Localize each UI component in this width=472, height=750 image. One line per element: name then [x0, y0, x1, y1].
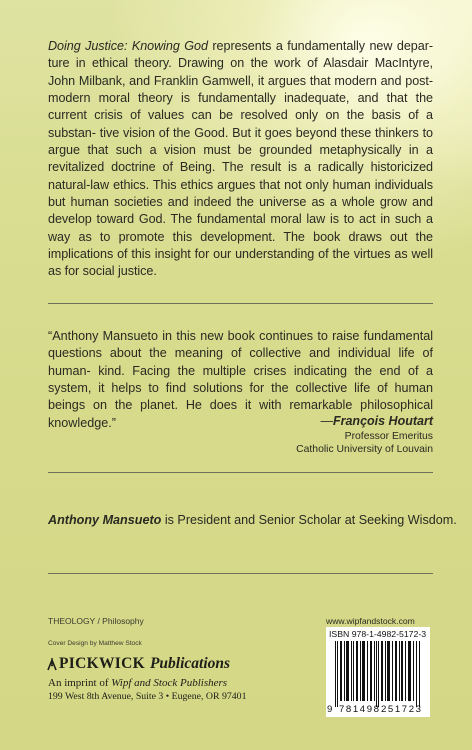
imprint-name: Wipf and Stock Publishers — [111, 677, 228, 689]
quote-line: “Anthony Mansueto in this new book continues to raise fundamental — [48, 329, 433, 343]
description-line: John Milbank, and Franklin Gamwell, it argues that modern and post- — [48, 73, 433, 88]
publisher-series: Publications — [149, 655, 231, 672]
endorser-name-text: François Houtart — [332, 414, 433, 428]
description-line: this development. The book draws out the implications of this insight — [48, 229, 434, 262]
quote-line: questions about the meaning of collective and individual life of human- — [48, 346, 433, 378]
pickwick-pen-icon — [46, 657, 58, 671]
isbn-number: ISBN 978-1-4982-5172-3 — [329, 629, 427, 639]
imprint-prefix: An imprint of — [48, 677, 112, 689]
description-line: doctrine of Being. The result is a radically historicized natural-law — [48, 160, 433, 192]
quote-line: kind. Facing the multiple crises indicating the end of a system, it helps — [48, 363, 434, 396]
endorser-affiliation: Catholic University of Louvain — [296, 444, 433, 455]
book-description — [48, 38, 433, 281]
category-label: THEOLOGY / Philosophy — [48, 616, 144, 626]
divider-middle — [48, 472, 433, 473]
publisher-name: PICKWICK — [59, 655, 145, 672]
publisher-website: www.wipfandstock.com — [326, 616, 415, 626]
endorser-role: Professor Emeritus — [344, 431, 433, 442]
description-line: for our understanding of the virtues as well as for social justice. — [48, 247, 433, 279]
description-line: God. The fundamental moral law is to act in such a way as to promote — [48, 212, 434, 244]
endorser-name — [320, 414, 433, 428]
divider-bottom — [48, 573, 433, 574]
description-line: modern moral theory is fundamentally inadequate, and that the — [48, 91, 433, 106]
book-title: Doing Justice: Knowing God — [48, 39, 208, 53]
author-bio-text: is President and Senior Scholar at Seeking Wisdom. — [161, 513, 457, 527]
description-line: societies and indeed the universe as a whole grow and develop toward — [48, 195, 433, 227]
barcode-first-digit: 9 — [327, 704, 333, 715]
description-line: ethics. This ethics argues that not only human individuals but human — [48, 177, 433, 210]
description-line: current crisis of values can be resolved only on the basis of a substan- — [48, 108, 433, 140]
publisher-logo — [46, 655, 230, 673]
cover-design-credit: Cover Design by Matthew Stock — [48, 640, 142, 647]
author-name: Anthony Mansueto — [48, 513, 162, 527]
barcode-icon — [334, 641, 422, 707]
imprint-line — [48, 677, 227, 689]
description-line: that such a vision must be grounded metaphysically in a revitalized — [48, 143, 434, 175]
divider-top — [48, 303, 433, 304]
barcode-panel — [326, 627, 430, 717]
quote-line: to find solutions for the collective life of human beings on the planet. He — [48, 381, 433, 413]
publisher-address: 199 West 8th Avenue, Suite 3 • Eugene, OR 97401 — [48, 691, 247, 702]
description-line: represents a fundamentally new depar- — [207, 39, 433, 53]
description-line: tive vision of the Good. But it goes beyond these thinkers to argue — [48, 125, 433, 158]
quote-line: does it with remarkable philosophical knowledge.” — [48, 398, 433, 430]
em-dash: — — [320, 414, 333, 428]
description-line: ture in ethical theory. Drawing on the work of Alasdair MacIntyre, — [48, 56, 433, 71]
barcode-digits-right: 251723 — [381, 704, 423, 715]
barcode-digits-left: 781498 — [339, 704, 381, 715]
author-bio — [48, 512, 457, 529]
